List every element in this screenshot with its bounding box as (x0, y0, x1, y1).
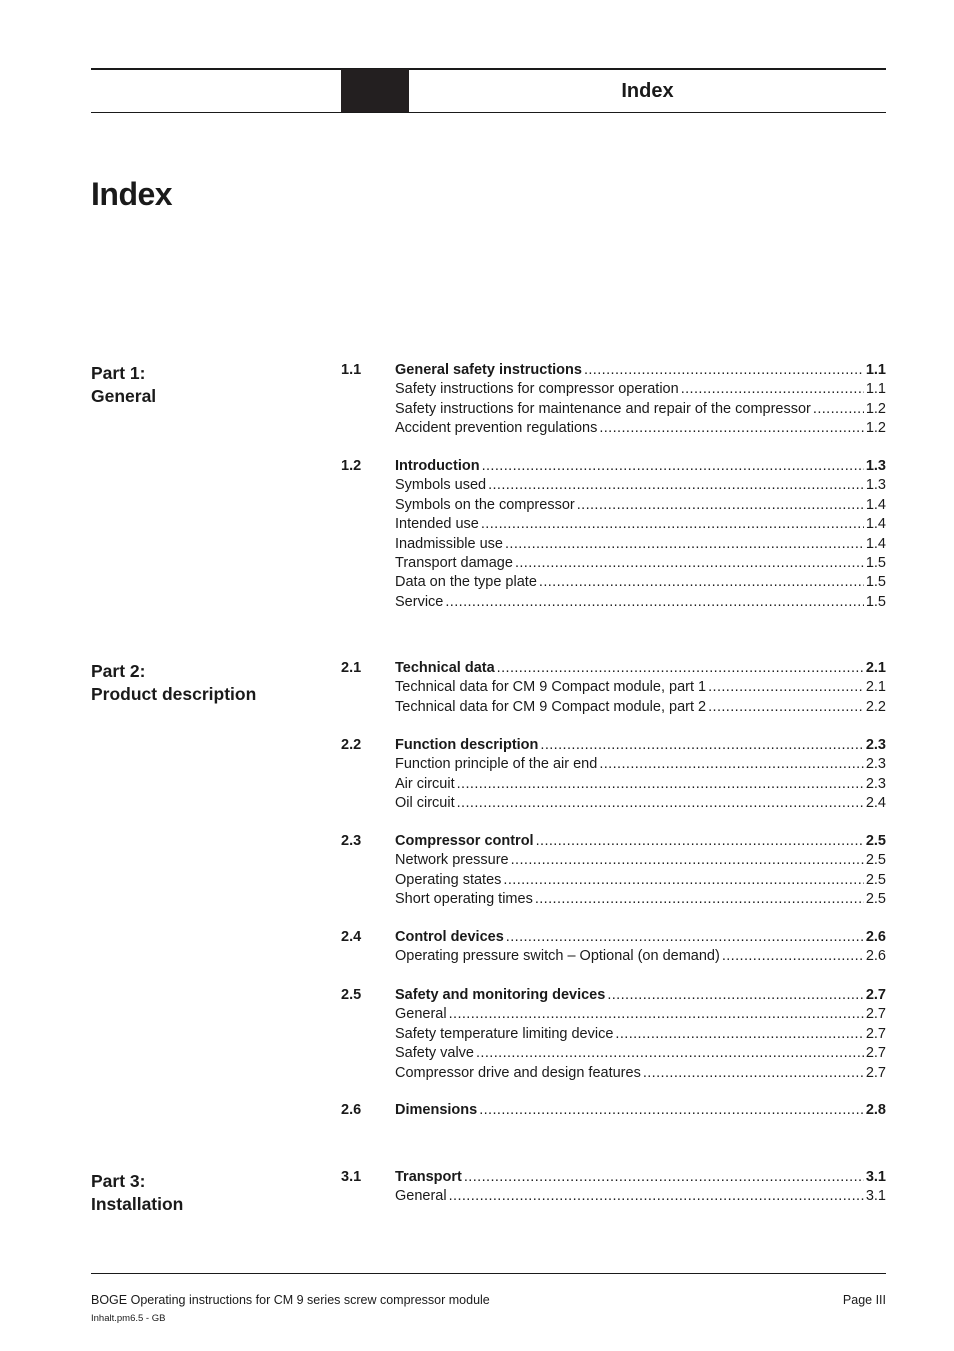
dot-leader (482, 457, 864, 476)
entry-page: 2.5 (865, 871, 886, 888)
entry-page: 1.3 (865, 477, 886, 494)
part-name: Product description (91, 684, 257, 704)
section-entries (395, 928, 886, 967)
toc-entry[interactable] (395, 400, 886, 419)
section-number: 2.6 (341, 1102, 362, 1118)
toc-entry[interactable] (395, 476, 886, 495)
part-number: Part 2: (91, 661, 146, 681)
dot-leader (539, 573, 864, 592)
dot-leader (476, 1044, 864, 1063)
entry-page: 3.1 (865, 1169, 886, 1185)
dot-leader (708, 678, 864, 697)
entry-title: Safety instructions for maintenance and repair of the compressor (395, 400, 811, 417)
entry-title: Inadmissible use (395, 535, 503, 552)
section-number: 2.4 (341, 929, 362, 945)
entry-title: Control devices (395, 929, 504, 945)
entry-title: Network pressure (395, 852, 509, 869)
toc-entry[interactable] (395, 947, 886, 966)
dot-leader (708, 698, 864, 717)
entry-title: Technical data for CM 9 Compact module, part 2 (395, 698, 707, 715)
entry-page: 2.7 (865, 1045, 886, 1062)
dot-leader (540, 736, 863, 755)
footer-file-name: Inhalt.pm6.5 - GB (91, 1313, 166, 1324)
entry-page: 1.2 (865, 400, 886, 417)
dot-leader (464, 1168, 864, 1187)
dot-leader (813, 400, 864, 419)
section-entries (395, 986, 886, 1083)
entry-page: 1.5 (865, 593, 886, 610)
toc-entry[interactable] (395, 755, 886, 774)
entry-page: 2.1 (865, 660, 886, 676)
dot-leader (722, 947, 864, 966)
toc-entry[interactable] (395, 515, 886, 534)
entry-title: Safety temperature limiting device (395, 1025, 614, 1042)
entry-page: 1.3 (865, 458, 886, 474)
entry-page: 2.6 (865, 929, 886, 945)
footer-rule (91, 1273, 886, 1274)
entry-title: General (395, 1188, 447, 1205)
entry-page: 2.5 (865, 891, 886, 908)
entry-title: Dimensions (395, 1102, 478, 1118)
entry-page: 1.1 (865, 362, 886, 378)
section-entries (395, 361, 886, 439)
dot-leader (511, 851, 864, 870)
toc-entry[interactable] (395, 496, 886, 515)
dot-leader (503, 871, 863, 890)
entry-title: Oil circuit (395, 795, 455, 812)
entry-title: Technical data for CM 9 Compact module, part 1 (395, 679, 707, 696)
part-number: Part 3: (91, 1171, 146, 1191)
entry-title: Transport damage (395, 554, 513, 571)
toc-entry[interactable] (395, 871, 886, 890)
part-label (91, 660, 256, 706)
section-entries (395, 659, 886, 717)
section-number: 2.2 (341, 737, 362, 753)
toc-heading-entry[interactable] (395, 986, 886, 1005)
dot-leader (607, 986, 864, 1005)
toc-entry[interactable] (395, 678, 886, 697)
toc-heading-entry[interactable] (395, 361, 886, 380)
entry-page: 1.4 (865, 516, 886, 533)
entry-page: 1.5 (865, 554, 886, 571)
toc-entry[interactable] (395, 890, 886, 909)
dot-leader (497, 659, 864, 678)
toc-entry[interactable] (395, 1044, 886, 1063)
toc-entry[interactable] (395, 1064, 886, 1083)
dot-leader (615, 1025, 863, 1044)
entry-page: 2.7 (865, 1025, 886, 1042)
entry-page: 1.2 (865, 420, 886, 437)
entry-title: Symbols used (395, 477, 487, 494)
toc-entry[interactable] (395, 380, 886, 399)
dot-leader (584, 361, 864, 380)
toc-heading-entry[interactable] (395, 736, 886, 755)
dot-leader (681, 380, 864, 399)
dot-leader (449, 1005, 864, 1024)
section-number: 3.1 (341, 1169, 362, 1185)
dot-leader (457, 794, 864, 813)
entry-title: Compressor drive and design features (395, 1064, 641, 1081)
entry-title: Operating states (395, 871, 502, 888)
part-number: Part 1: (91, 363, 146, 383)
toc-heading-entry[interactable] (395, 832, 886, 851)
footer-document-title: BOGE Operating instructions for CM 9 series screw compressor module (91, 1293, 490, 1307)
entry-page: 2.7 (865, 1006, 886, 1023)
toc-entry[interactable] (395, 851, 886, 870)
toc-heading-entry[interactable] (395, 457, 886, 476)
entry-title: Safety instructions for compressor operation (395, 381, 679, 398)
toc-entry[interactable] (395, 1187, 886, 1206)
entry-title: Data on the type plate (395, 574, 537, 591)
entry-page: 1.1 (865, 381, 886, 398)
dot-leader (643, 1064, 864, 1083)
entry-page: 2.4 (865, 795, 886, 812)
toc-entry[interactable] (395, 593, 886, 612)
toc-entry[interactable] (395, 698, 886, 717)
dot-leader (479, 1101, 864, 1120)
section-entries (395, 1168, 886, 1207)
dot-leader (457, 775, 864, 794)
section-entries (395, 1101, 886, 1120)
entry-title: General (395, 1006, 447, 1023)
entry-page: 3.1 (865, 1188, 886, 1205)
entry-title: Compressor control (395, 833, 534, 849)
toc-entry[interactable] (395, 794, 886, 813)
dot-leader (445, 593, 863, 612)
entry-title: Service (395, 593, 444, 610)
dot-leader (506, 928, 864, 947)
entry-page: 2.8 (865, 1102, 886, 1118)
toc-entry[interactable] (395, 1025, 886, 1044)
entry-title: Air circuit (395, 775, 455, 792)
entry-title: General safety instructions (395, 362, 582, 378)
entry-title: Symbols on the compressor (395, 496, 575, 513)
page-title: Index (91, 176, 173, 212)
section-entries (395, 832, 886, 910)
entry-title: Transport (395, 1169, 462, 1185)
dot-leader (449, 1187, 864, 1206)
entry-title: Technical data (395, 660, 495, 676)
dot-leader (481, 515, 864, 534)
entry-page: 2.3 (865, 737, 886, 753)
section-number: 1.1 (341, 362, 362, 378)
section-number: 1.2 (341, 458, 362, 474)
entry-page: 1.4 (865, 496, 886, 513)
dot-leader (599, 419, 864, 438)
section-entries (395, 457, 886, 612)
toc-entry[interactable] (395, 419, 886, 438)
entry-page: 2.7 (865, 987, 886, 1003)
part-label (91, 1170, 183, 1216)
toc-entry[interactable] (395, 573, 886, 592)
part-label (91, 362, 156, 408)
header-black-block (341, 69, 409, 113)
entry-page: 2.3 (865, 775, 886, 792)
header-title: Index (621, 79, 674, 102)
toc-heading-entry[interactable] (395, 1101, 886, 1120)
entry-page: 2.2 (865, 698, 886, 715)
dot-leader (505, 535, 864, 554)
dot-leader (577, 496, 864, 515)
entry-page: 2.6 (865, 948, 886, 965)
entry-title: Safety and monitoring devices (395, 987, 606, 1003)
entry-title: Short operating times (395, 891, 533, 908)
entry-title: Safety valve (395, 1045, 474, 1062)
toc-entry[interactable] (395, 535, 886, 554)
entry-page: 2.5 (865, 833, 886, 849)
dot-leader (515, 554, 864, 573)
section-number: 2.1 (341, 660, 362, 676)
dot-leader (536, 832, 864, 851)
dot-leader (488, 476, 864, 495)
entry-title: Function principle of the air end (395, 756, 598, 773)
entry-page: 2.3 (865, 756, 886, 773)
entry-page: 2.1 (865, 679, 886, 696)
toc-heading-entry[interactable] (395, 1168, 886, 1187)
section-number: 2.5 (341, 987, 362, 1003)
entry-title: Function description (395, 737, 539, 753)
entry-page: 1.5 (865, 574, 886, 591)
toc-entry[interactable] (395, 1005, 886, 1024)
toc-heading-entry[interactable] (395, 659, 886, 678)
entry-title: Operating pressure switch – Optional (on demand) (395, 948, 720, 965)
entry-page: 2.5 (865, 852, 886, 869)
dot-leader (599, 755, 864, 774)
dot-leader (535, 890, 864, 909)
entry-page: 2.7 (865, 1064, 886, 1081)
footer-page-number: Page III (842, 1293, 886, 1307)
part-name: Installation (91, 1194, 184, 1214)
entry-page: 1.4 (865, 535, 886, 552)
entry-title: Introduction (395, 458, 480, 474)
toc-entry[interactable] (395, 775, 886, 794)
entry-title: Accident prevention regulations (395, 420, 598, 437)
toc-heading-entry[interactable] (395, 928, 886, 947)
header-bottom-rule (91, 112, 886, 113)
entry-title: Intended use (395, 516, 479, 533)
toc-entry[interactable] (395, 554, 886, 573)
section-number: 2.3 (341, 833, 362, 849)
section-entries (395, 736, 886, 814)
part-name: General (91, 386, 157, 406)
